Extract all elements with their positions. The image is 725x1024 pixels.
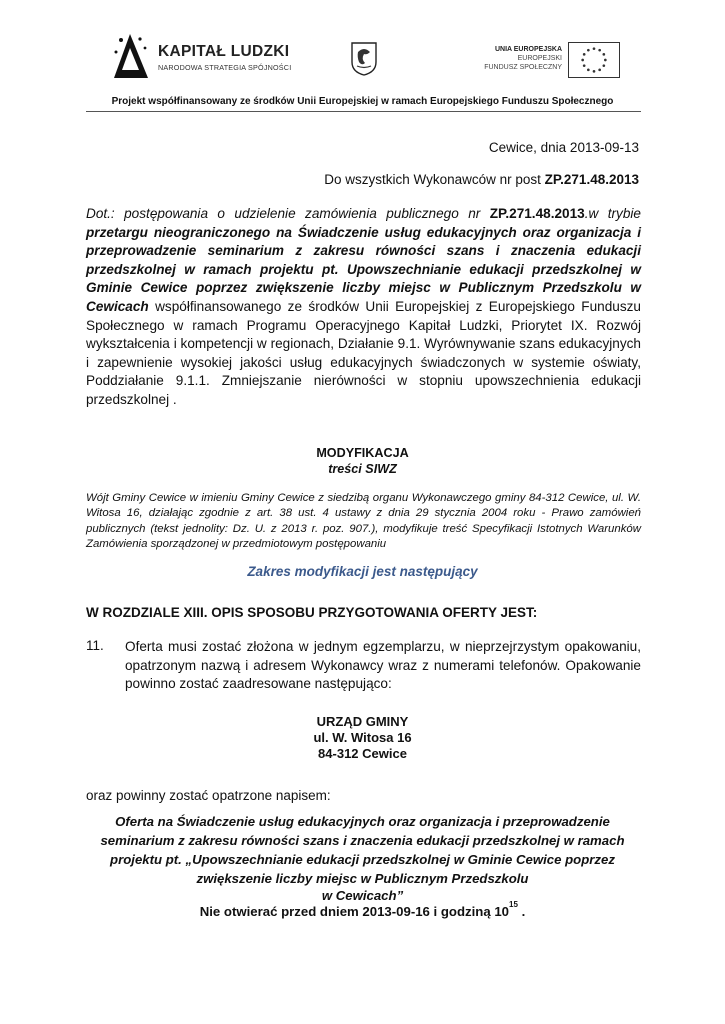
subject-ref: ZP.271.48.2013 [489,206,585,221]
kapital-ludzki-subtitle: NARODOWA STRATEGIA SPÓJNOŚCI [158,63,292,72]
eu-line-1: UNIA EUROPEJSKA [494,46,562,53]
no-open-suffix: . [517,904,526,919]
address-line-2: ul. W. Witosa 16 [313,730,412,745]
eu-line-2: EUROPEJSKI [517,55,562,62]
recipients-line [324,172,639,187]
no-open-line [0,900,725,919]
label-line: oraz powinny zostać opatrzone napisem: [86,788,331,803]
date-line: Cewice, dnia 2013-09-13 [488,140,639,155]
eu-logo-text [484,45,562,72]
offer-label-line-3: projektu pt. „Upowszechnianie edukacji przedszkolnej w Gminie Cewice poprzez [110,852,615,867]
subject-mode: .w trybie [584,206,641,221]
gmina-crest-icon [351,42,377,76]
recipients-ref: ZP.271.48.2013 [544,172,639,187]
offer-label-line-4: zwiększenie liczby miejsc w Publicznym Przedszkolu [196,871,529,886]
no-open-prefix: Nie otwierać przed dniem 2013-09-16 i godziną 10 [199,904,510,919]
cofunding-note: Projekt współfinansowany ze środków Unii Europejskiej w ramach Europejskiego Funduszu Społecznego [111,96,614,107]
subject-title: przetargu nieograniczonego na Świadczenie usług edukacyjnych oraz organizacja i przeprowadzenie seminarium z zakresu równości szans i znaczenia edukacji przedszkolnej w ramach projektu pt. Upowszechnianie edukacji przedszkolnej w Gminie Cewice poprzez zwiększenie liczby miejsc w Publicznym Przedszkolu w Cewicach [86,224,641,314]
header-divider [86,111,641,112]
eu-flag-icon [568,42,620,78]
item-number: 11. [86,638,104,653]
offer-label-line-1: Oferta na Świadczenie usług edukacyjnych oraz organizacja i przeprowadzenie [115,814,610,829]
subject-paragraph [86,205,641,410]
modification-subtitle: treści SIWZ [328,462,397,476]
modification-title: MODYFIKACJA [316,446,409,460]
no-open-hour-minutes: 15 [509,900,518,909]
kapital-ludzki-logo [112,30,292,82]
recipients-prefix: Do wszystkich Wykonawców nr post [324,172,545,187]
kapital-ludzki-emblem-icon [112,30,150,80]
eu-logo [470,42,620,80]
offer-label-line-2: seminarium z zakresu równości szans i znaczenia edukacji przedszkolnej w ramach [100,833,625,848]
modification-scope: Zakres modyfikacji jest następujący [247,564,478,579]
address-line-1: URZĄD GMINY [316,714,409,729]
item-text: Oferta musi zostać złożona w jednym egzemplarzu, w nieprzejrzystym opakowaniu, opatrzonym nazwą i adresem Wykonawcy wraz z numerami telefonów. Opakowanie powinno zostać zaadresowane następująco: [125,639,641,692]
offer-label-line-5: w Cewicach” [321,888,404,903]
subject-prefix: Dot.: postępowania o udzielenie zamówienia publicznego nr [86,206,490,221]
modification-intro: Wójt Gminy Cewice w imieniu Gminy Cewice z siedzibą organu Wykonawczego gminy 84-312 Cewice, ul. W. Witosa 16, działając zgodnie z art. 38 ust. 4 ustawy z dnia 29 stycznia 2004 roku - Prawo zamówień publicznych (tekst jednolity: Dz. U. z 2013 r. poz. 907.), modyfikuje treść Specyfikacji Istotnych Warunków Zamówienia sporządzonej w przedmiotowym postępowaniu [86,492,641,551]
subject-rest: współfinansowanego ze środków Unii Europejskiej z Europejskiego Funduszu Społecznego w ramach Programu Operacyjnego Kapitał Ludzki, Priorytet IX. Rozwój wykształcenia i kompetencji w regionach, Działanie 9.1. Wyrównywanie szans edukacyjnych i zapewnienie wysokiej jakości usług edukacyjnych świadczonych w systemie oświaty, Poddziałanie 9.1.1. Zmniejszanie nierówności w stopniu upowszechnienia edukacji przedszkolnej . [86,298,641,407]
eu-line-3: FUNDUSZ SPOŁECZNY [484,64,562,71]
header-logos [0,0,725,95]
section-heading: W ROZDZIALE XIII. OPIS SPOSOBU PRZYGOTOWANIA OFERTY JEST: [86,605,538,620]
address-line-3: 84-312 Cewice [318,746,407,761]
kapital-ludzki-title: KAPITAŁ LUDZKI [158,43,290,60]
